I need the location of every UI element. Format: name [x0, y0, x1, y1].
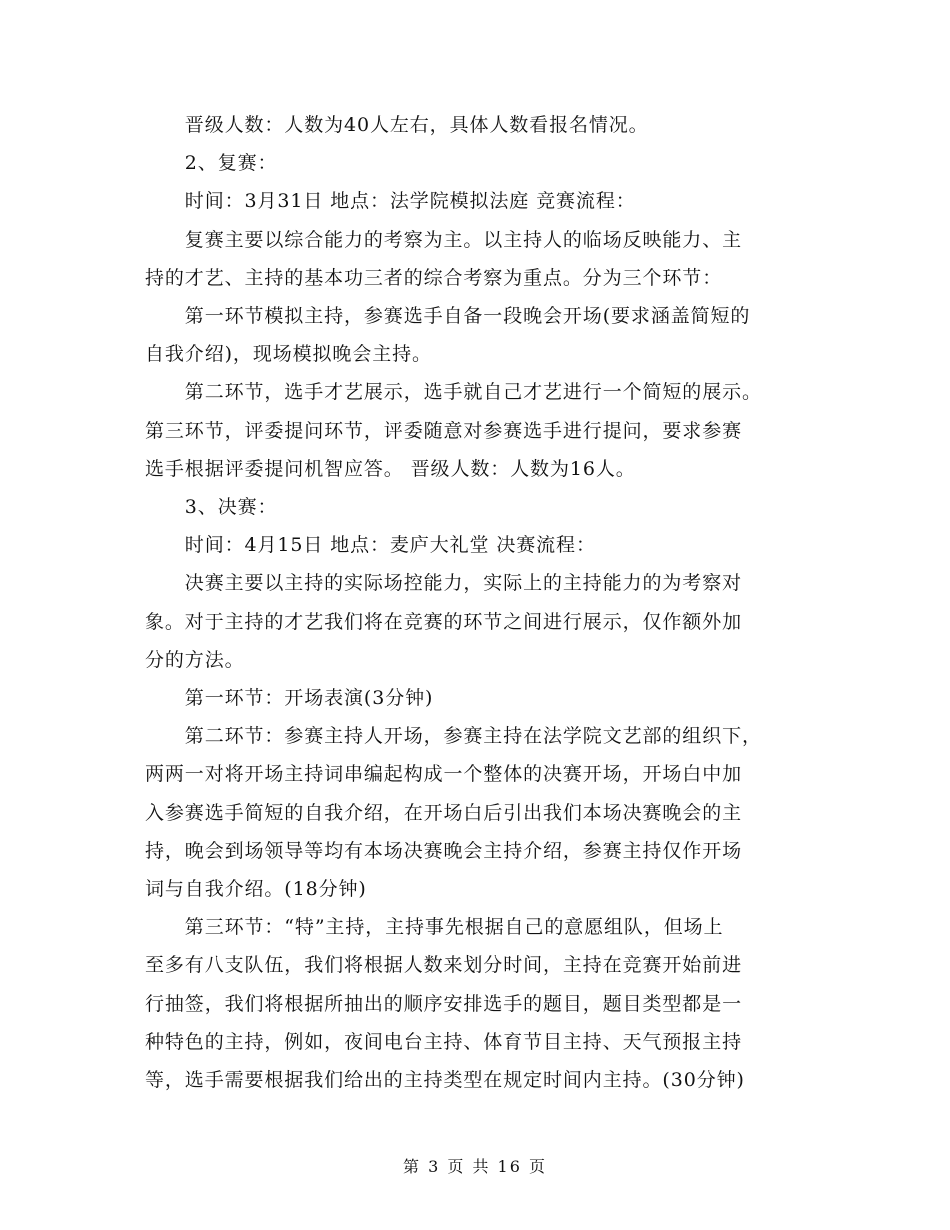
text-line: 词与自我介绍。(18分钟) — [145, 878, 367, 901]
text-line: 第一环节模拟主持，参赛选手自备一段晚会开场(要求涵盖简短的 — [145, 305, 751, 328]
text-line: 种特色的主持，例如，夜间电台主持、体育节目主持、天气预报主持 — [145, 1030, 743, 1053]
page-number-footer: 第 3 页 共 16 页 — [403, 1157, 547, 1176]
text-line: 晋级人数：人数为40人左右，具体人数看报名情况。 — [145, 114, 649, 136]
text-line: 两两一对将开场主持词串编起构成一个整体的决赛开场，开场白中加 — [145, 763, 743, 786]
text-line: 选手根据评委提问机智应答。 晋级人数：人数为16人。 — [145, 457, 636, 480]
text-line: 第三环节：“特”主持，主持事先根据自己的意愿组队，但场上 — [145, 916, 724, 939]
text-line: 入参赛选手简短的自我介绍，在开场白后引出我们本场决赛晚会的主 — [145, 801, 743, 824]
text-line: 第一环节：开场表演(3分钟) — [145, 687, 434, 710]
text-line: 持的才艺、主持的基本功三者的综合考察为重点。分为三个环节： — [145, 266, 723, 289]
document-body — [145, 106, 810, 1099]
text-line: 第二环节，选手才艺展示，选手就自己才艺进行一个简短的展示。 — [145, 381, 762, 404]
text-line: 复赛主要以综合能力的考察为主。以主持人的临场反映能力、主 — [145, 228, 743, 251]
text-line: 至多有八支队伍，我们将根据人数来划分时间，主持在竞赛开始前进 — [145, 954, 743, 977]
section-heading-semifinal: 2、复赛： — [145, 152, 278, 175]
text-line: 行抽签，我们将根据所抽出的顺序安排选手的题目，题目类型都是一 — [145, 992, 743, 1015]
text-line: 分的方法。 — [145, 648, 245, 671]
text-line: 时间：3月31日 地点：法学院模拟法庭 竞赛流程： — [145, 190, 636, 213]
text-line: 象。对于主持的才艺我们将在竞赛的环节之间进行展示，仅作额外加 — [145, 610, 743, 633]
section-heading-final: 3、决赛： — [145, 496, 278, 519]
text-line: 持，晚会到场领导等均有本场决赛晚会主持介绍，参赛主持仅作开场 — [145, 839, 743, 862]
text-line: 等，选手需要根据我们给出的主持类型在规定时间内主持。(30分钟) — [145, 1069, 745, 1092]
text-line: 决赛主要以主持的实际场控能力，实际上的主持能力的为考察对 — [145, 572, 743, 595]
text-line: 时间：4月15日 地点：麦庐大礼堂 决赛流程： — [145, 534, 596, 557]
text-line: 第三环节，评委提问环节，评委随意对参赛选手进行提问，要求参赛 — [145, 419, 743, 442]
text-line: 自我介绍)，现场模拟晚会主持。 — [145, 343, 432, 366]
text-line: 第二环节：参赛主持人开场，参赛主持在法学院文艺部的组织下， — [145, 725, 762, 748]
